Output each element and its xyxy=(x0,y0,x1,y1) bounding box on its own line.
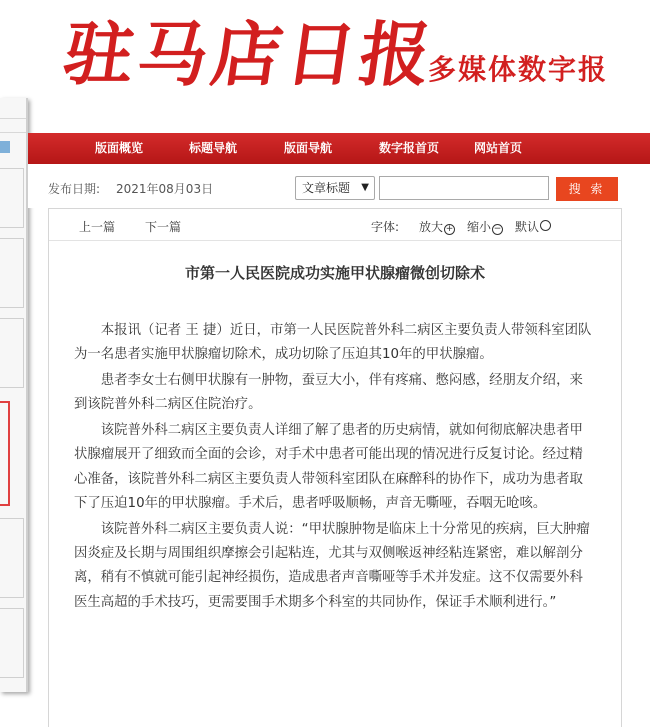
thumbnail-article-block[interactable] xyxy=(0,608,24,678)
thumbnail-article-block[interactable] xyxy=(0,518,24,598)
article-toolbar xyxy=(49,209,621,241)
next-article-link[interactable]: 下一篇 xyxy=(145,220,182,234)
nav-item-title-nav[interactable]: 标题导航 xyxy=(189,141,238,155)
shrink-font-button[interactable] xyxy=(467,218,503,235)
font-size-label: 字体: xyxy=(371,220,400,234)
article-panel xyxy=(48,208,622,727)
thumbnail-article-block[interactable] xyxy=(0,318,24,388)
enlarge-font-label: 放大 xyxy=(419,220,444,234)
thumbnail-rule xyxy=(0,132,26,133)
thumbnail-article-block[interactable] xyxy=(0,238,24,308)
nav-item-page-nav[interactable]: 版面导航 xyxy=(284,141,333,155)
search-scope-value: 文章标题 xyxy=(302,181,351,195)
article-paragraph: 该院普外科二病区主要负责人详细了解了患者的历史病情，就如何彻底解决患者甲状腺瘤展开了细致而全面的会诊，对手术中患者可能出现的情况进行反复讨论。经过精心准备，该院普外科二病区主要负责人带领科室团队在麻醉科的协作下，成功为患者取下了压迫10年的甲状腺瘤。手术后，患者呼吸顺畅，声音无嘶哑，吞咽无呛咳。 xyxy=(74,423,583,512)
enlarge-font-button[interactable] xyxy=(419,218,455,235)
article-paragraph: 该院普外科二病区主要负责人说：“甲状腺肿物是临床上十分常见的疾病，巨大肿瘤因炎症及长期与周围组织摩擦会引起粘连，尤其与双侧喉返神经粘连紧密，难以解剖分离，稍有不慎就可能引起神经损伤，造成患者声音嘶哑等手术并发症。这不仅需要外科医生高超的手术技巧，更需要围手术期多个科室的共同协作，保证手术顺利进行。” xyxy=(74,521,590,610)
chevron-down-icon: ▼ xyxy=(361,182,369,193)
publish-date-label: 发布日期: xyxy=(48,182,101,196)
prev-article-link[interactable]: 上一篇 xyxy=(79,220,116,234)
nav-item-overview[interactable]: 版面概览 xyxy=(95,141,144,155)
newspaper-subtitle: 多媒体数字报 xyxy=(428,53,609,86)
search-toolbar xyxy=(28,164,650,208)
nav-item-site-home[interactable]: 网站首页 xyxy=(474,141,523,155)
publish-date-value: 2021年08月03日 xyxy=(116,182,214,196)
article-paragraph: 患者李女士右侧甲状腺有一肿物，蚕豆大小，伴有疼痛、憋闷感，经朋友介绍，来到该院普外科二病区住院治疗。 xyxy=(74,373,583,413)
default-font-button[interactable] xyxy=(515,218,551,235)
minus-circle-icon: − xyxy=(493,224,502,234)
masthead xyxy=(0,0,650,133)
default-font-label: 默认 xyxy=(515,220,540,234)
thumbnail-article-block[interactable] xyxy=(0,168,24,228)
article-title: 市第一人民医院成功实施甲状腺瘤微创切除术 xyxy=(184,264,485,282)
article-paragraph: 本报讯（记者 王 捷）近日，市第一人民医院普外科二病区主要负责人带领科室团队为一名患者实施甲状腺瘤切除术，成功切除了压迫其10年的甲状腺瘤。 xyxy=(74,323,592,363)
newspaper-logo: 驻马店日报 xyxy=(58,13,440,96)
thumbnail-rule xyxy=(0,118,26,119)
thumbnail-image-block xyxy=(0,141,10,153)
article-body xyxy=(74,319,596,617)
plus-circle-icon: + xyxy=(445,224,454,234)
thumbnail-current-article-highlight[interactable] xyxy=(0,401,10,506)
page-thumbnail-panel[interactable] xyxy=(0,98,28,692)
shrink-font-label: 缩小 xyxy=(467,220,492,234)
search-button[interactable]: 搜 索 xyxy=(556,177,618,201)
search-scope-select[interactable] xyxy=(295,176,375,200)
search-input[interactable] xyxy=(379,176,549,200)
circle-icon xyxy=(540,220,551,231)
main-nav xyxy=(28,133,650,164)
nav-item-digital-home[interactable]: 数字报首页 xyxy=(379,141,440,155)
